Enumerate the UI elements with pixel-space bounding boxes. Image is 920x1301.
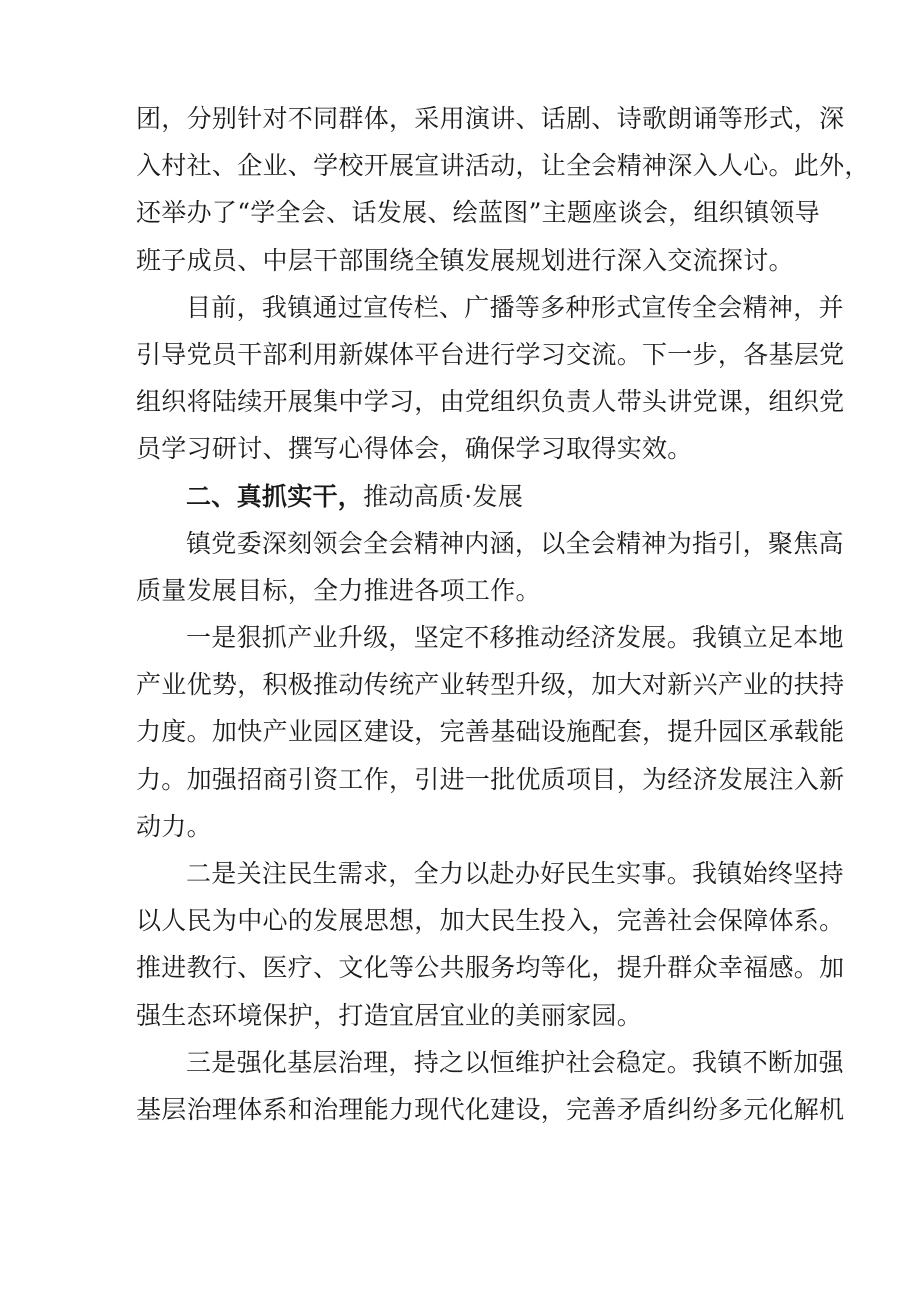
text-line: 镇党委深刻领会全会精神内涵，以全会精神为指引，聚焦高	[186, 528, 844, 558]
text-line: 团，分别针对不同群体，采用演讲、话剧、诗歌朗诵等形式，深	[136, 104, 845, 133]
paragraph-current-status	[136, 284, 845, 473]
paragraph-governance	[136, 1039, 845, 1133]
heading-part: 二、真抓	[186, 481, 288, 511]
text-line: 入村社、企业、学校开展宣讲活动，让全会精神深入人心。此外，	[136, 151, 870, 181]
section-heading	[136, 473, 786, 520]
paragraph-industry	[136, 614, 845, 850]
text-line: 二是关注民生需求，全力以赴办好民生实事。我镇始终坚持	[186, 859, 844, 888]
text-line: 推进教行、医疗、文化等公共服务均等化，提升群众幸福感。加	[136, 953, 845, 983]
text-line: 动力。	[136, 811, 212, 841]
text-line: 强生态环境保护，打造宜居宜业的美丽家园。	[136, 1000, 643, 1030]
paragraph-continued	[136, 95, 870, 284]
paragraph-intro	[136, 520, 844, 614]
heading-part-emphasis: 实干，	[287, 481, 364, 511]
text-line: 基层治理体系和治理能力现代化建设，完善矛盾纠纷多元化解机	[136, 1094, 845, 1124]
text-line: 质量发展目标，全力推进各项工作。	[136, 575, 541, 605]
text-line: 引导党员干部利用新媒体平台进行学习交流。下一步，各基层党	[136, 339, 845, 369]
text-line: 力。加强招商引资工作，引进一批优质项目，为经济发展注入新	[136, 764, 845, 794]
text-line: 目前，我镇通过宣传栏、广播等多种形式宣传全会精神，并	[186, 292, 844, 322]
text-line: 还举办了“学全会、话发展、绘蓝图”主题座谈会，组织镇领导	[136, 198, 820, 228]
text-line: 一是狠抓产业升级，坚定不移推动经济发展。我镇立足本地	[186, 623, 844, 653]
text-line: 力度。加快产业园区建设，完善基础设施配套，提升园区承载能	[136, 717, 845, 747]
text-line: 产业优势，积极推动传统产业转型升级，加大对新兴产业的扶持	[136, 670, 845, 700]
text-line: 组织将陆续开展集中学习，由党组织负责人带头讲党课，组织党	[136, 387, 845, 417]
text-line: 以人民为中心的发展思想，加大民生投入，完善社会保障体系。	[136, 906, 845, 936]
text-line: 班子成员、中层干部围绕全镇发展规划进行深入交流探讨。	[136, 245, 794, 275]
heading-part: 推动高质·发展	[363, 481, 524, 511]
heading-line	[136, 473, 786, 520]
paragraph-livelihood	[136, 850, 845, 1039]
document-body	[136, 95, 870, 1133]
text-line: 三是强化基层治理，持之以恒维护社会稳定。我镇不断加强	[186, 1047, 844, 1077]
text-line: 员学习研讨、撰写心得体会，确保学习取得实效。	[136, 434, 693, 464]
